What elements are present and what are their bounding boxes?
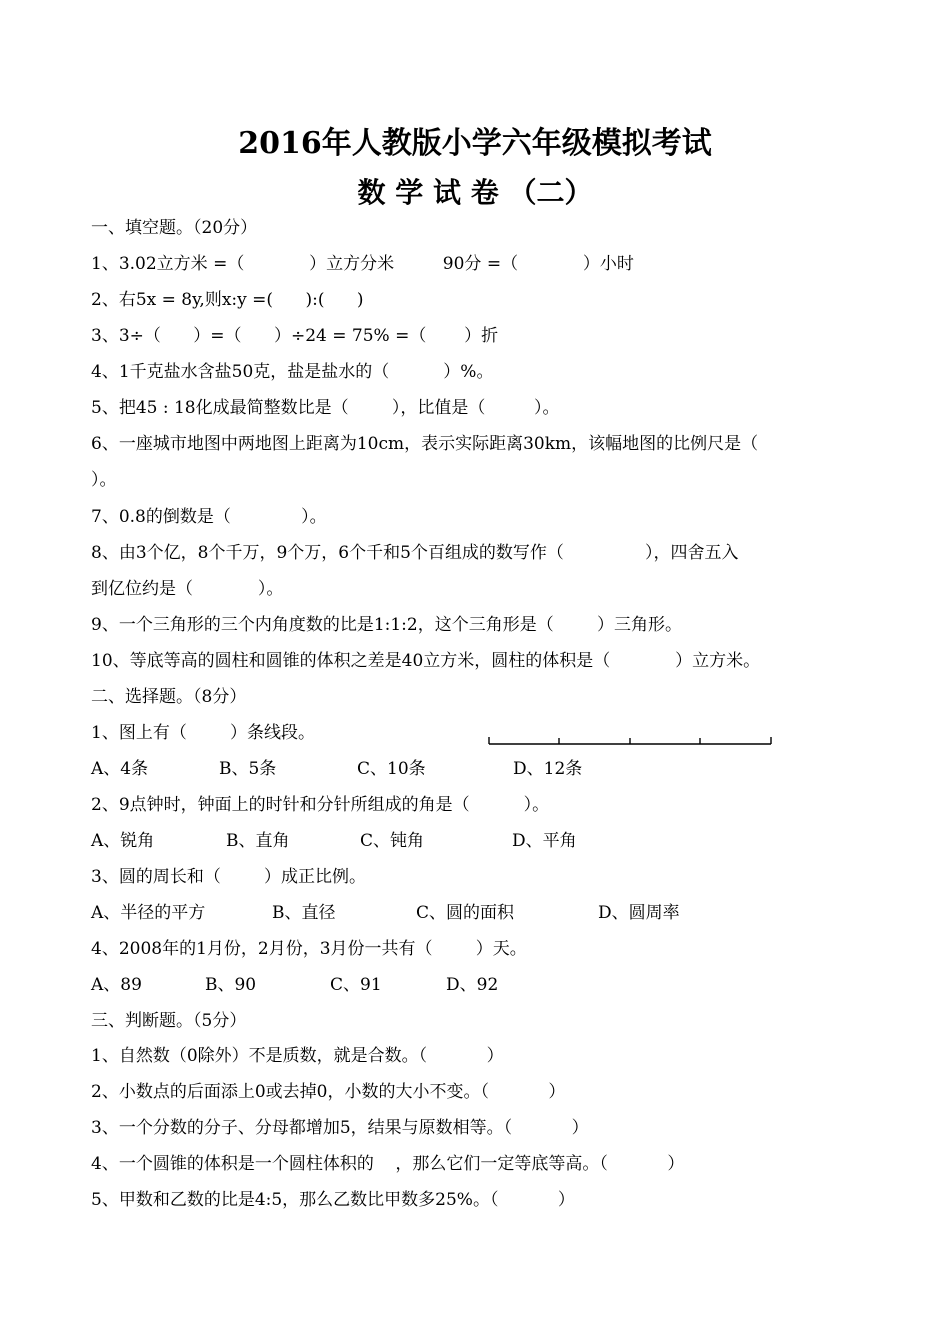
exam-subtitle: 数 学 试 卷 （二） (357, 176, 593, 209)
s1-q5: 5、把45 : 18化成最简整数比是（ ），比值是（ ）。 (91, 398, 560, 418)
s1-q3: 3、3÷（ ）=（ ）÷24 = 75% =（ ）折 (91, 326, 499, 346)
s1-q9: 9、一个三角形的三个内角度数的比是1:1:2，这个三角形是（ ）三角形。 (91, 615, 682, 635)
s1-q1: 1、3.02立方米 =（ ）立方分米 90分 =（ ）小时 (91, 254, 634, 274)
s1-q4: 4、1千克盐水含盐50克，盐是盐水的（ ）%。 (91, 362, 494, 382)
s2-q4-option-b: B、90 (205, 975, 257, 995)
s2-q3-option-a: A、半径的平方 (91, 903, 206, 923)
s3-q2: 2、小数点的后面添上0或去掉0，小数的大小不变。（ ） (91, 1082, 566, 1102)
s2-q2-option-b: B、直角 (226, 831, 290, 851)
s1-q8-line2: 到亿位约是（ ）。 (91, 579, 284, 599)
section2-heading: 二、选择题。（8分） (91, 687, 247, 707)
s2-q4: 4、2008年的1月份，2月份，3月份一共有（ ）天。 (91, 939, 527, 959)
s3-q5: 5、甲数和乙数的比是4:5，那么乙数比甲数多25%。（ ） (91, 1190, 575, 1210)
s2-q4-option-c: C、91 (330, 975, 382, 995)
section1-heading: 一、填空题。（20分） (91, 218, 258, 238)
s2-q4-option-a: A、89 (91, 975, 142, 995)
s3-q3: 3、一个分数的分子、分母都增加5，结果与原数相等。（ ） (91, 1118, 589, 1138)
s2-q4-option-d: D、92 (446, 975, 499, 995)
s2-q2: 2、9点钟时，钟面上的时针和分针所组成的角是（ ）。 (91, 795, 550, 815)
s1-q2: 2、右5x = 8y,则x:y =( ):( ) (91, 290, 364, 310)
s1-q8-line1: 8、由3个亿，8个千万，9个万，6个千和5个百组成的数写作（ ），四舍五入 (91, 543, 739, 563)
s2-q1-option-a: A、4条 (91, 759, 149, 779)
s1-q6-line1: 6、一座城市地图中两地图上距离为10cm，表示实际距离30km，该幅地图的比例尺是（ (91, 434, 759, 454)
s1-q10: 10、等底等高的圆柱和圆锥的体积之差是40立方米，圆柱的体积是（ ）立方米。 (91, 651, 761, 671)
s2-q1-option-c: C、10条 (357, 759, 426, 779)
s2-q3-option-b: B、直径 (272, 903, 336, 923)
s2-q2-option-d: D、平角 (512, 831, 577, 851)
exam-title: 2016年人教版小学六年级模拟考试 (238, 126, 712, 161)
s2-q3: 3、圆的周长和（ ）成正比例。 (91, 867, 367, 887)
s1-q6-line2: ）。 (91, 470, 117, 490)
line-segment-figure (486, 733, 776, 749)
s2-q2-option-a: A、锐角 (91, 831, 155, 851)
section3-heading: 三、判断题。（5分） (91, 1011, 247, 1031)
s2-q1-option-d: D、12条 (513, 759, 583, 779)
s2-q2-option-c: C、钝角 (360, 831, 425, 851)
s2-q3-option-c: C、圆的面积 (416, 903, 515, 923)
s2-q1: 1、图上有（ ）条线段。 (91, 723, 316, 743)
s2-q1-option-b: B、5条 (219, 759, 277, 779)
s1-q7: 7、0.8的倒数是（ ）。 (91, 507, 327, 527)
s3-q1: 1、自然数（0除外）不是质数，就是合数。（ ） (91, 1046, 504, 1066)
s2-q3-option-d: D、圆周率 (598, 903, 680, 923)
s3-q4: 4、一个圆锥的体积是一个圆柱体积的 ，那么它们一定等底等高。（ ） (91, 1154, 685, 1174)
